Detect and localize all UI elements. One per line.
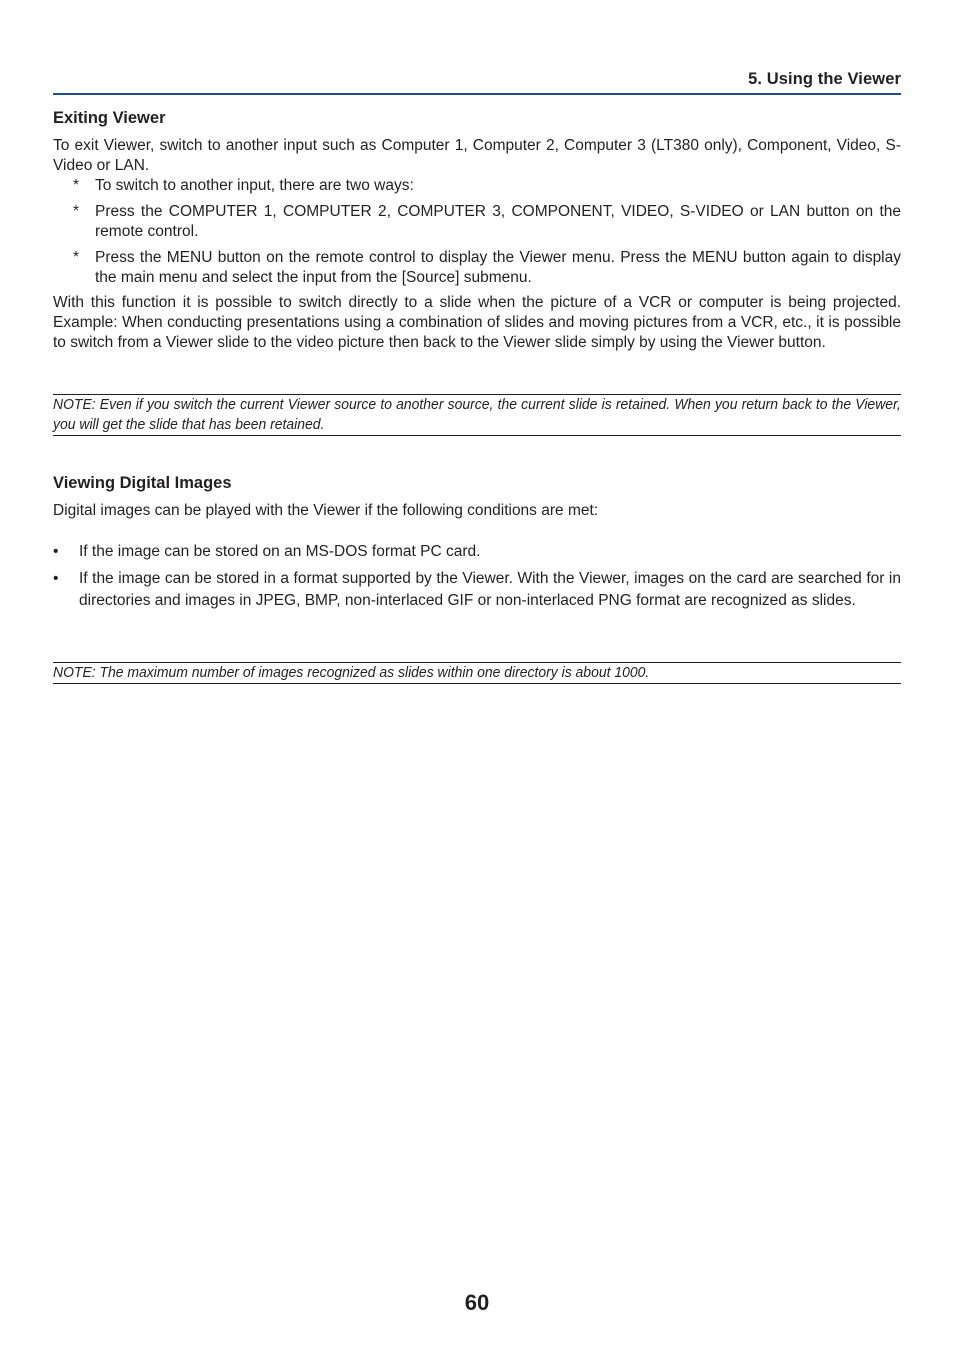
section-title-viewing-digital-images: Viewing Digital Images [53, 474, 232, 492]
list-item-text: Press the COMPUTER 1, COMPUTER 2, COMPUTER 3, COMPONENT, VIDEO, S-VIDEO or LAN button on the remote control. [95, 203, 901, 240]
header-rule [53, 93, 901, 95]
chapter-title: 5. Using the Viewer [748, 70, 901, 88]
note-text: NOTE: The maximum number of images recognized as slides within one directory is about 1000. [53, 664, 650, 681]
list-item-text: If the image can be stored on an MS-DOS format PC card. [79, 543, 481, 560]
list-item [53, 568, 901, 612]
page-number: 60 [464, 1290, 490, 1315]
section-title-exiting-viewer: Exiting Viewer [53, 109, 166, 127]
bullet-marker: • [53, 570, 59, 587]
exiting-body: With this function it is possible to switch directly to a slide when the picture of a VCR or computer is being projected. Example: When conducting presentations using a combination of slides and moving pictures from a VCR, etc., it is possible to switch from a Viewer slide to the video picture then back to the Viewer slide simply by using the Viewer button. [53, 294, 901, 351]
document-page [53, 0, 901, 1348]
list-item-text: Press the MENU button on the remote control to display the Viewer menu. Press the MENU button again to display the main menu and select the input from the [Source] submenu. [95, 249, 901, 286]
asterisk-marker: * [73, 249, 80, 266]
note-text: NOTE: Even if you switch the current Viewer source to another source, the current slide is retained. When you return back to the Viewer, you will get the slide that has been retained. [53, 396, 901, 433]
asterisk-marker: * [73, 177, 80, 194]
list-item [73, 202, 901, 242]
list-item [53, 541, 901, 563]
viewing-intro: Digital images can be played with the Viewer if the following conditions are met: [53, 502, 599, 519]
note-box-exiting [53, 394, 901, 436]
asterisk-marker: * [73, 203, 80, 220]
list-item-text: If the image can be stored in a format supported by the Viewer. With the Viewer, images on the card are searched for in directories and images in JPEG, BMP, non-interlaced GIF or non-interlaced PNG format are recognized as slides. [79, 570, 901, 609]
bullet-marker: • [53, 543, 59, 560]
list-item [73, 176, 901, 196]
list-item [73, 248, 901, 288]
list-item-text: To switch to another input, there are two ways: [95, 177, 414, 194]
note-box-viewing [53, 662, 901, 684]
exiting-intro: To exit Viewer, switch to another input such as Computer 1, Computer 2, Computer 3 (LT380 only), Component, Video, S-Video or LAN. [53, 137, 901, 174]
